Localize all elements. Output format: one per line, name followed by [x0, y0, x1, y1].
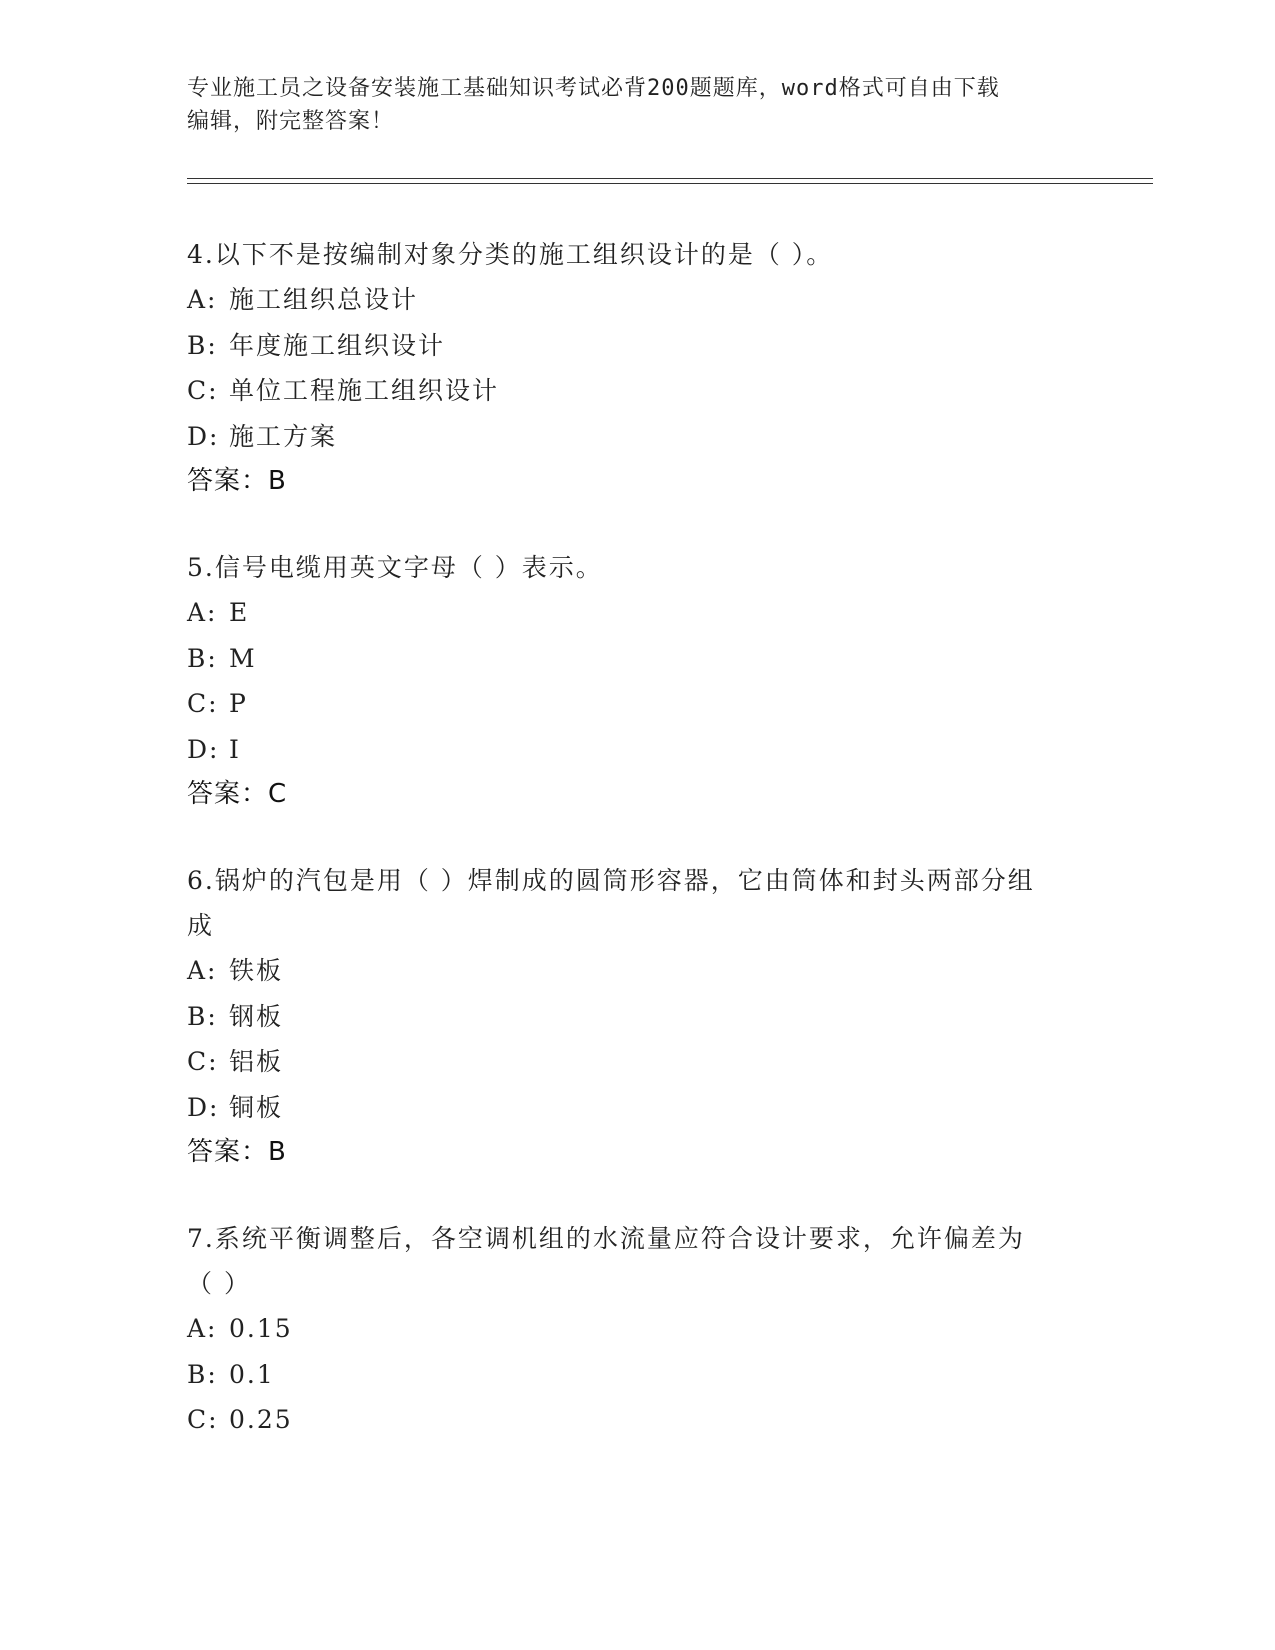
question-5: [187, 545, 947, 816]
option-b: [187, 994, 1057, 1040]
answer-label: 答案：B: [187, 466, 287, 496]
option-text: 施工方案: [229, 421, 338, 451]
option-letter: A:: [187, 598, 218, 627]
answer-label: 答案：B: [187, 1137, 287, 1167]
question-6: [187, 858, 1057, 1174]
question-4: [187, 232, 947, 503]
question-text: 5.信号电缆用英文字母（ ）表示。: [187, 553, 603, 582]
option-d: [187, 414, 947, 460]
option-letter: B:: [187, 643, 218, 673]
option-text: P: [229, 689, 248, 718]
option-text: I: [229, 734, 241, 764]
option-letter: B:: [187, 1359, 218, 1389]
document-header: [187, 72, 1077, 138]
option-b: [187, 1352, 1047, 1398]
option-text: 施工组织总设计: [229, 285, 419, 314]
option-a: [187, 1306, 1047, 1352]
answer-label: 答案：C: [187, 779, 288, 809]
option-letter: B:: [187, 1001, 218, 1031]
question-text: 4.以下不是按编制对象分类的施工组织设计的是（ ）。: [187, 240, 834, 269]
option-letter: C:: [187, 689, 219, 718]
option-letter: A:: [187, 285, 218, 314]
header-divider-top: [187, 178, 1153, 179]
option-letter: C:: [187, 376, 219, 405]
option-text: 0.1: [229, 1359, 275, 1389]
option-letter: C:: [187, 1047, 219, 1076]
question-text: 6.锅炉的汽包是用（ ）焊制成的圆筒形容器，它由筒体和封头两部分组成: [187, 866, 1035, 940]
option-a: [187, 590, 947, 636]
option-a: [187, 277, 947, 323]
option-b: [187, 636, 947, 682]
header-line-1: 专业施工员之设备安装施工基础知识考试必背200题题库，word格式可自由下载: [187, 76, 1000, 101]
option-text: 年度施工组织设计: [229, 330, 446, 360]
option-text: 铜板: [229, 1092, 284, 1122]
question-7: [187, 1216, 1047, 1443]
option-d: [187, 1085, 1057, 1131]
option-text: 0.25: [229, 1405, 293, 1434]
option-text: 单位工程施工组织设计: [229, 376, 500, 405]
option-letter: D:: [187, 421, 220, 451]
question-list: [187, 232, 1087, 1485]
option-text: 铁板: [229, 956, 284, 985]
option-letter: A:: [187, 1314, 218, 1343]
option-letter: D:: [187, 734, 220, 764]
option-c: [187, 1397, 1047, 1443]
option-text: E: [229, 598, 250, 627]
option-c: [187, 1039, 1057, 1085]
option-letter: A:: [187, 956, 218, 985]
option-text: 铝板: [229, 1047, 284, 1076]
option-c: [187, 368, 947, 414]
option-letter: D:: [187, 1092, 220, 1122]
header-line-2: 编辑，附完整答案！: [187, 109, 395, 134]
option-a: [187, 948, 1057, 994]
option-letter: B:: [187, 330, 218, 360]
option-c: [187, 681, 947, 727]
question-text: 7.系统平衡调整后，各空调机组的水流量应符合设计要求，允许偏差为（ ）: [187, 1224, 1025, 1298]
option-text: M: [229, 643, 257, 673]
option-d: [187, 727, 947, 773]
header-divider-bottom: [187, 183, 1153, 184]
option-text: 0.15: [229, 1314, 293, 1343]
option-letter: C:: [187, 1405, 219, 1434]
option-text: 钢板: [229, 1001, 284, 1031]
option-b: [187, 323, 947, 369]
